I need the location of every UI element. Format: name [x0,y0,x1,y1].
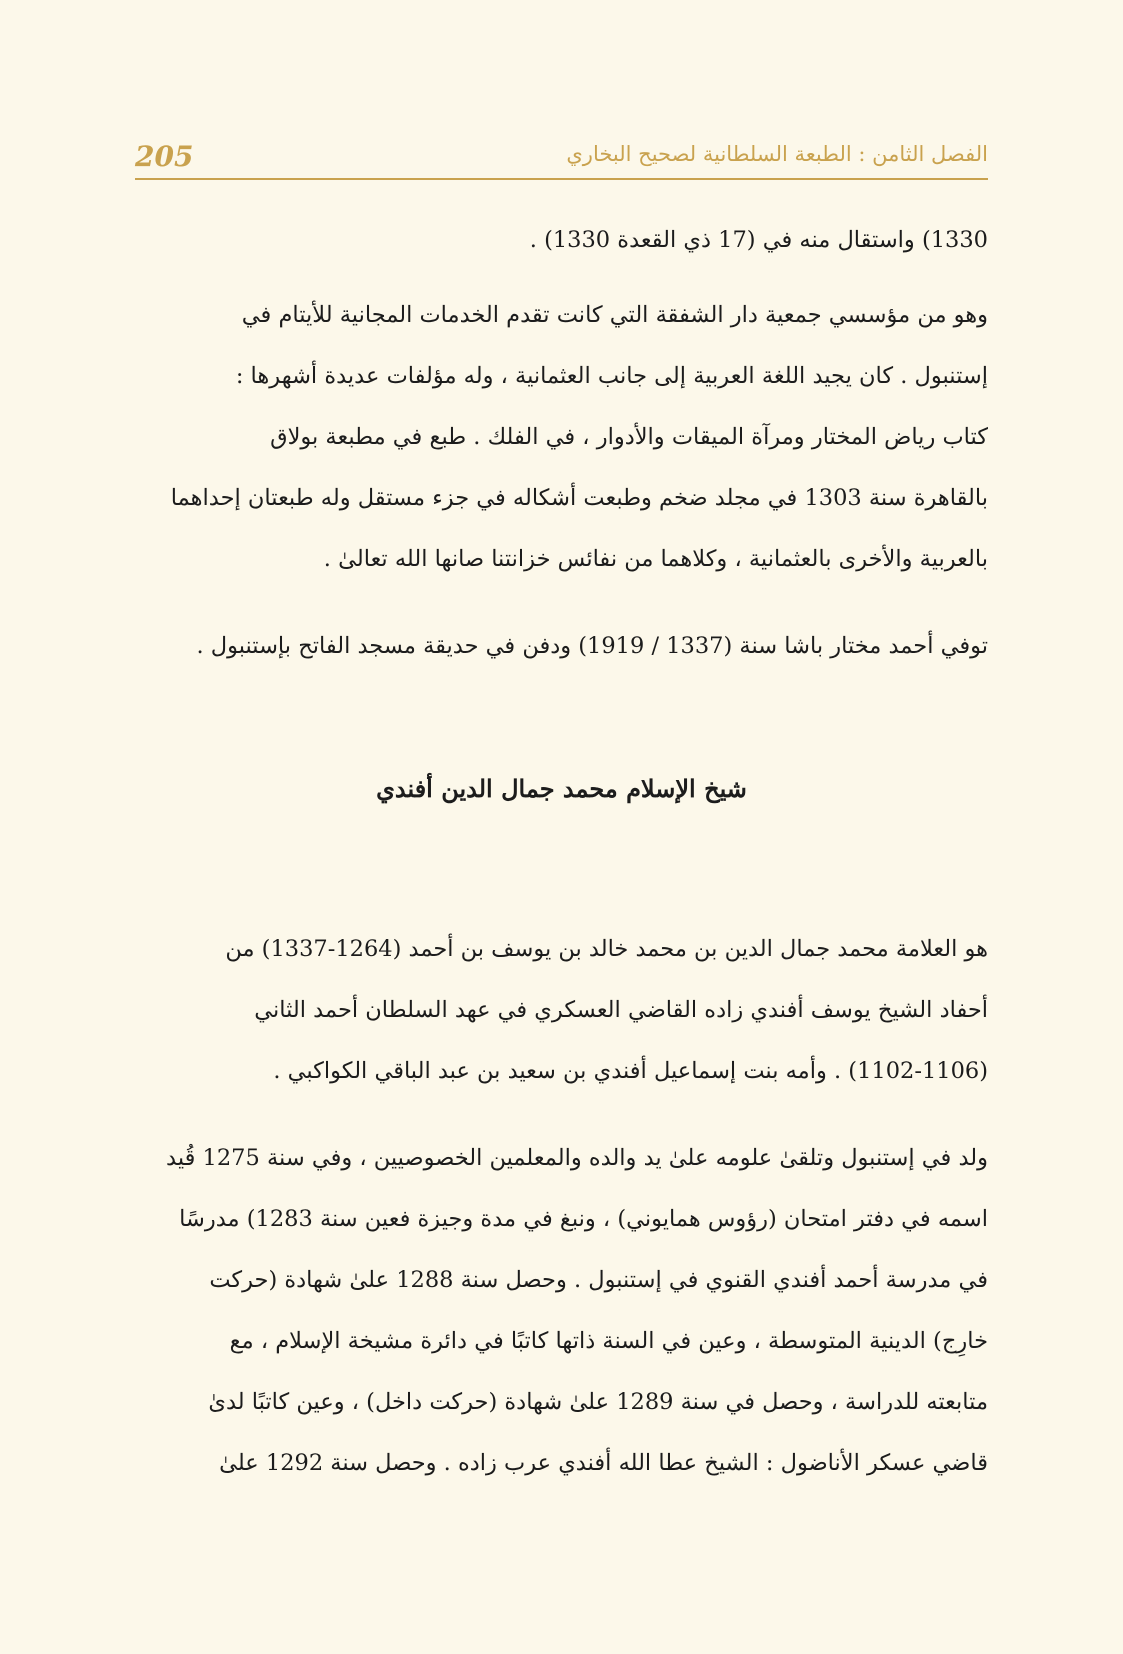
paragraph [135,616,988,677]
text-line: وهو من مؤسسي جمعية دار الشفقة التي كانت تقدم الخدمات المجانية للأيتام في [241,302,988,328]
page-body [135,210,988,1520]
text-line: ولد في إستنبول وتلقىٰ علومه علىٰ يد والده والمعلمين الخصوصيين ، وفي سنة 1275 قُيد [166,1145,988,1171]
page-header [135,128,988,180]
text-line: هو العلامة محمد جمال الدين بن محمد خالد بن يوسف بن أحمد (1264-1337) من [225,936,988,962]
text-line: أحفاد الشيخ يوسف أفندي زاده القاضي العسكري في عهد السلطان أحمد الثاني [254,997,988,1023]
text-line: توفي أحمد مختار باشا سنة (1337 / 1919) ودفن في حديقة مسجد الفاتح بإستنبول . [196,633,988,659]
text-line: متابعته للدراسة ، وحصل في سنة 1289 علىٰ شهادة (حركت داخل) ، وعين كاتبًا لدىٰ [208,1389,988,1415]
text-line: اسمه في دفتر امتحان (رؤوس همايوني) ، ونبغ في مدة وجيزة فعين سنة 1283) مدرسًا [179,1206,988,1232]
text-line: بالعربية والأخرى بالعثمانية ، وكلاهما من نفائس خزانتنا صانها الله تعالىٰ . [323,546,988,572]
text-line: (1102-1106) . وأمه بنت إسماعيل أفندي بن سعيد بن عبد الباقي الكواكبي . [273,1058,988,1084]
text-line: قاضي عسكر الأناضول : الشيخ عطا الله أفندي عرب زاده . وحصل سنة 1292 علىٰ [219,1450,988,1476]
page-number: 205 [135,140,194,173]
paragraph [135,210,988,271]
paragraph [135,1128,988,1494]
text-line: بالقاهرة سنة 1303 في مجلد ضخم وطبعت أشكاله في جزء مستقل وله طبعتان إحداهما [170,485,988,511]
section-heading: شيخ الإسلام محمد جمال الدين أفندي [376,774,747,803]
paragraph [135,285,988,590]
text-line: في مدرسة أحمد أفندي القنوي في إستنبول . وحصل سنة 1288 علىٰ شهادة (حركت [209,1267,988,1293]
text-line: إستنبول . كان يجيد اللغة العربية إلى جانب العثمانية ، وله مؤلفات عديدة أشهرها : [235,363,988,389]
text-line: 1330) واستقال منه في (17 ذي القعدة 1330) . [529,227,988,253]
text-line: خارِج) الدينية المتوسطة ، وعين في السنة ذاتها كاتبًا في دائرة مشيخة الإسلام ، مع [229,1328,988,1354]
paragraph [135,919,988,1102]
running-title: الفصل الثامن : الطبعة السلطانية لصحيح البخاري [566,142,988,166]
text-line: كتاب رياض المختار ومرآة الميقات والأدوار ، في الفلك . طبع في مطبعة بولاق [270,424,988,450]
